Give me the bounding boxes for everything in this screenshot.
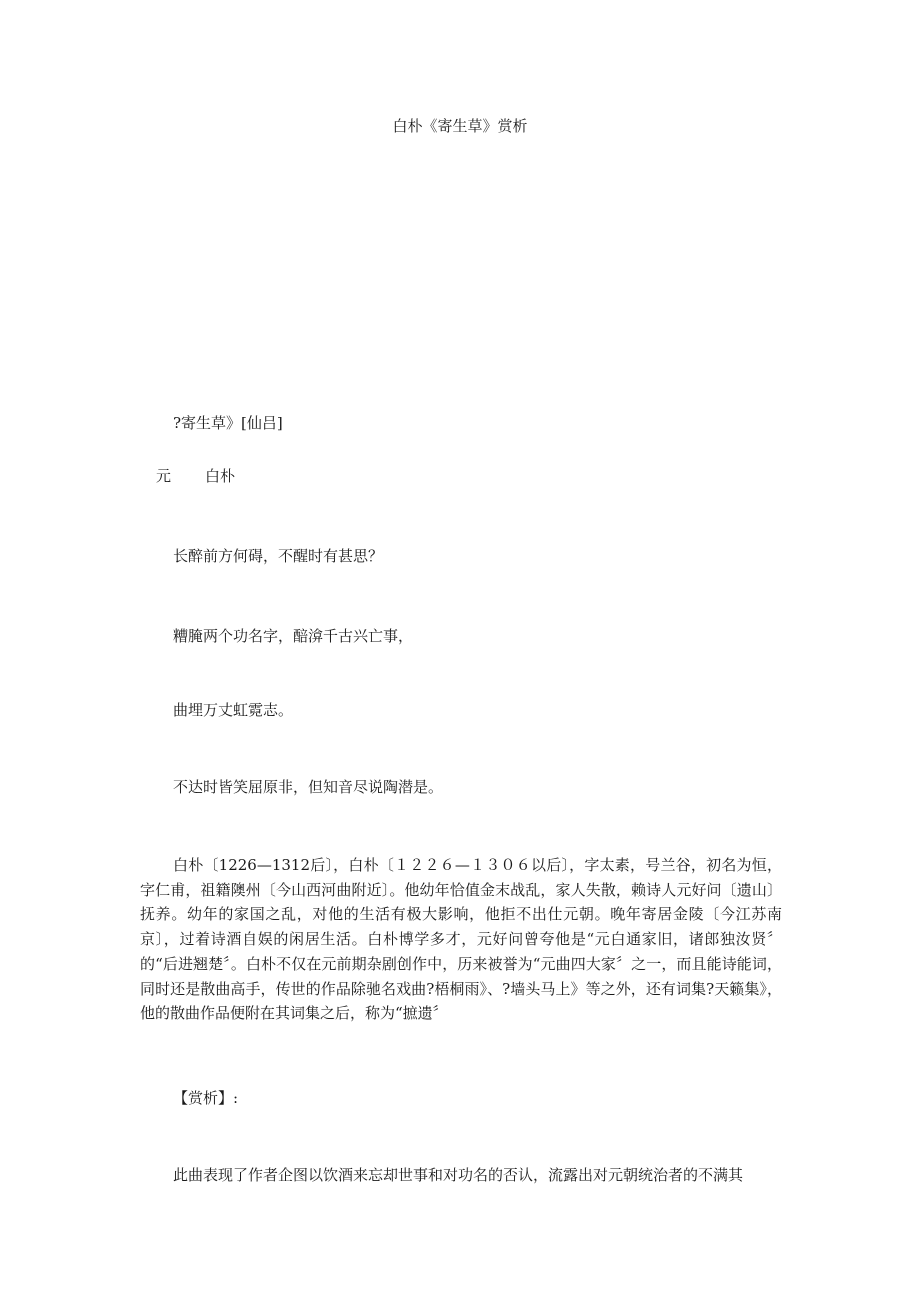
verse-line: 糟腌两个功名字，醅渰千古兴亡事，: [173, 627, 414, 645]
document-title: 白朴《寄生草》赏析: [392, 117, 528, 135]
analysis-paragraph: 此曲表现了作者企图以饮酒来忘却世事和对功名的否认，流露出对元朝统治者的不满其: [173, 1166, 744, 1184]
verse-line: 长醉前方何碍，不醒时有甚思？: [173, 547, 384, 565]
poem-heading: ?寄生草》[仙吕]: [173, 414, 283, 432]
verse-line: 曲埋万丈虹霓志。: [173, 701, 294, 719]
author-biography: 白朴〔1226—1312后〕，白朴〔１２２６—１３０６以后〕，字太素，号兰谷，初名为恒，字仁甫，祖籍隩州〔今山西河曲附近〕。他幼年恰值金末战乱，家人失散，赖诗人元好问〔遗山〕抚养。幼年的家国之乱，对他的生活有极大影响，他拒不出仕元朝。晚年寄居金陵〔今江苏南京〕，过着诗酒自娱的闲居生活。白朴博学多才，元好问曾夸他是“元白通家旧，诸郎独汝贤〞的“后进翘楚〞。白朴不仅在元前期杂剧创作中，历来被誉为“元曲四大家〞之一，而且能诗能词，同时还是散曲高手，传世的作品除驰名戏曲?梧桐雨》、?墙头马上》等之外，还有词集?天籁集》，他的散曲作品便附在其词集之后，称为“摭遗〞: [140, 856, 782, 1023]
author-dynasty: 元: [156, 467, 172, 485]
analysis-heading: 【赏析】:: [173, 1089, 239, 1107]
author-name: 白朴: [205, 467, 236, 485]
verse-line: 不达时皆笑屈原非，但知音尽说陶潜是。: [173, 778, 444, 796]
